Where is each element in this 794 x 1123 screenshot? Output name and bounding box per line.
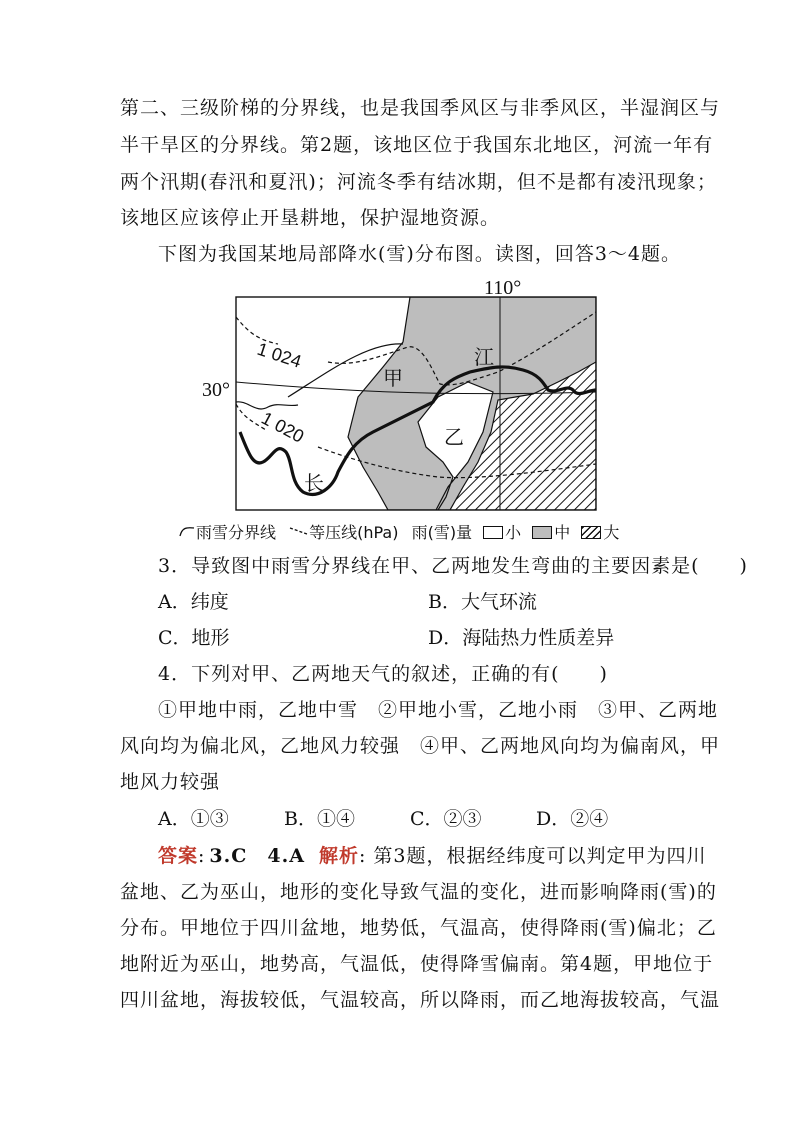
q4-option-c: C．②③ — [410, 808, 482, 830]
q4-line-3: 地风力较强 — [120, 771, 221, 793]
q4-line-2: 风向均为偏北风，乙地风力较强 ④甲、乙两地风向均为偏南风，甲 — [120, 735, 721, 757]
q3-option-a: A．纬度 — [158, 591, 229, 613]
legend-mid: 中 — [554, 522, 571, 542]
legend-big-swatch — [581, 526, 601, 539]
legend-amount: 雨(雪)量 — [411, 522, 473, 542]
answer-line — [158, 844, 707, 868]
q3-option-c: C．地形 — [158, 627, 230, 649]
place-jia: 甲 — [383, 366, 403, 390]
analysis-first-line: : 第3题，根据经纬度可以判定甲为四川 — [358, 845, 707, 867]
intro-line-3: 两个汛期(春汛和夏汛)；河流冬季有结冰期，但不是都有凌汛现象； — [120, 171, 717, 193]
isobar-1024-label: 1 024 — [254, 338, 304, 372]
isobar-1020-label: 1 020 — [258, 407, 308, 447]
precipitation-map — [178, 272, 678, 542]
legend-mid-swatch — [532, 526, 552, 539]
legend-small-swatch — [483, 526, 503, 539]
analysis-label: 解析 — [318, 845, 359, 867]
intro-line-2: 半干旱区的分界线。第2题，该地区位于我国东北地区，河流一年有 — [120, 134, 714, 156]
river-label-jiang: 江 — [474, 345, 494, 369]
legend-big: 大 — [603, 522, 620, 542]
q3-option-d: D．海陆热力性质差异 — [428, 627, 615, 649]
snow-line-legend-icon — [178, 522, 196, 544]
legend-snow-line: 雨雪分界线 — [196, 522, 277, 542]
isobar-legend-icon — [289, 522, 309, 544]
latitude-label: 30° — [202, 379, 230, 401]
q4-option-a: A．①③ — [158, 808, 229, 830]
map-legend — [178, 521, 619, 544]
analysis-line-2: 分布。甲地位于四川盆地，地势低，气温高，使得降雨(雪)偏北；乙 — [120, 917, 717, 939]
place-yi: 乙 — [444, 425, 464, 449]
q4-option-d: D．②④ — [536, 808, 609, 830]
river-label-chang: 长 — [304, 471, 324, 495]
intro-line-1: 第二、三级阶梯的分界线，也是我国季风区与非季风区，半湿润区与 — [120, 97, 721, 119]
analysis-line-1: 盆地、乙为巫山，地形的变化导致气温的变化，进而影响降雨(雪)的 — [120, 881, 717, 903]
legend-small: 小 — [505, 522, 522, 542]
q4-stem: 4．下列对甲、乙两地天气的叙述，正确的有( ) — [158, 663, 608, 685]
figure-prompt: 下图为我国某地局部降水(雪)分布图。读图，回答3～4题。 — [158, 243, 682, 265]
answer-colon: : — [198, 845, 206, 867]
analysis-line-4: 四川盆地，海拔较低，气温较高，所以降雨，而乙地海拔较高，气温 — [120, 989, 721, 1011]
q4-line-1: ①甲地中雨，乙地中雪 ②甲地小雪，乙地小雨 ③甲、乙两地 — [158, 699, 719, 721]
intro-line-4: 该地区应该停止开垦耕地，保护湿地资源。 — [120, 207, 501, 229]
analysis-line-3: 地附近为巫山，地势高，气温低，使得降雪偏南。第4题，甲地位于 — [120, 953, 714, 975]
answer-label: 答案 — [158, 845, 199, 867]
q4-option-b: B．①④ — [284, 808, 355, 830]
q3-option-b: B．大气环流 — [428, 591, 537, 613]
q3-stem: 3．导致图中雨雪分界线在甲、乙两地发生弯曲的主要因素是( ) — [158, 555, 748, 577]
answer-value: 3.C 4.A — [209, 845, 305, 867]
longitude-label: 110° — [484, 277, 522, 299]
legend-isobar: 等压线(hPa) — [309, 522, 399, 542]
